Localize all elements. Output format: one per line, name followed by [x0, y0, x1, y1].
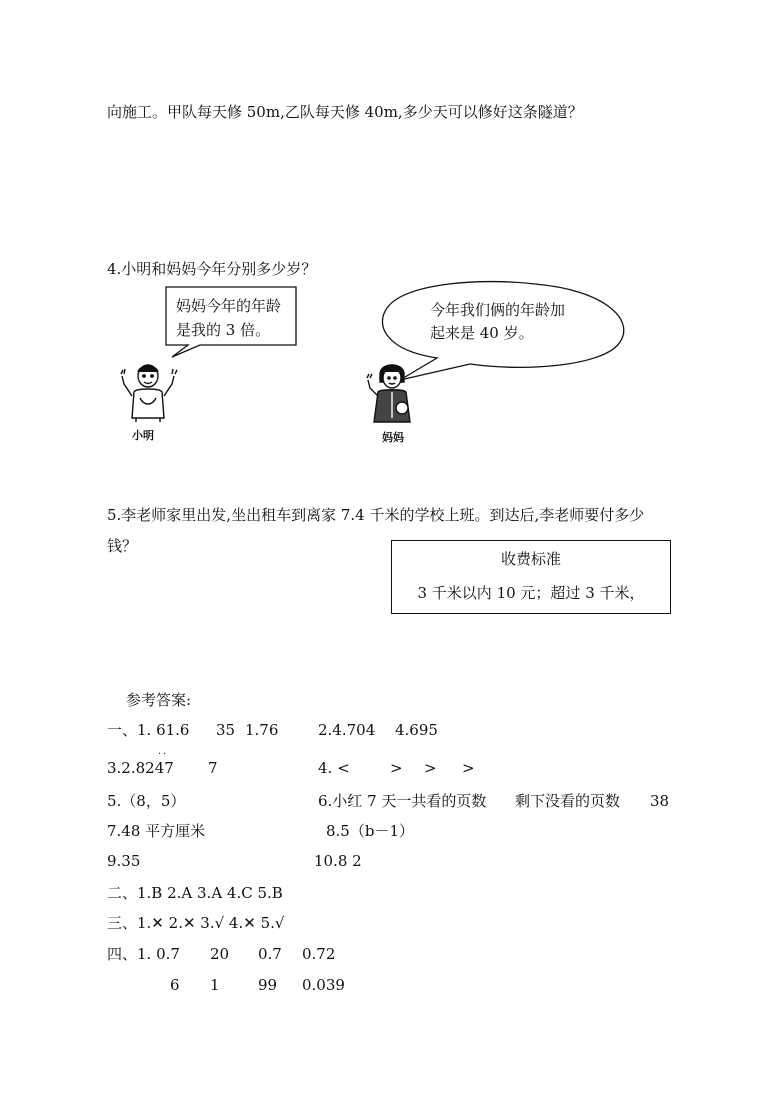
ans-3-3: 剩下没看的页数 [515, 792, 621, 810]
ans-5-2: 10.8 2 [314, 852, 362, 870]
ans-8-4: 0.72 [302, 945, 336, 963]
q3-text: 向施工。甲队每天修 50m,乙队每天修 40m,多少天可以修好这条隧道？ [107, 103, 583, 121]
ans-3-4: 38 [650, 792, 670, 810]
ans-2-2: 7 [208, 759, 218, 777]
bubble-left-line2: 是我的 3 倍。 [176, 321, 271, 339]
fee-title: 收费标准 [500, 550, 561, 568]
boy-illustration [118, 362, 178, 424]
ans-row-7: 三、1.✕ 2.✕ 3.√ 4.✕ 5.√ [107, 914, 285, 932]
ans-4-1: 7.48 平方厘米 [107, 822, 206, 840]
mom-illustration [362, 362, 422, 426]
ans-2-4: > [390, 759, 403, 777]
ans-5-1: 9.35 [107, 852, 141, 870]
ans-8-1: 四、1. 0.7 [107, 945, 180, 963]
answers-heading: 参考答案: [126, 691, 192, 709]
ans-3-2: 6.小红 7 天一共看的页数 [318, 792, 487, 810]
ans-9-4: 0.039 [302, 976, 345, 994]
ans-8-3: 0.7 [258, 945, 282, 963]
repeating-decimal-dots: ·· [158, 749, 169, 760]
q5-line1: 5.李老师家里出发,坐出租车到离家 7.4 千米的学校上班。到达后,李老师要付多少 [107, 506, 645, 524]
bubble-right-line2: 起来是 40 岁。 [430, 324, 534, 342]
bubble-left-line1: 妈妈今年的年龄 [176, 297, 282, 315]
q4-title: 4.小明和妈妈今年分别多少岁？ [107, 260, 317, 278]
ans-4-2: 8.5（b－1） [326, 822, 415, 840]
label-boy: 小明 [132, 429, 154, 442]
ans-9-1: 6 [170, 976, 180, 994]
ans-9-2: 1 [210, 976, 220, 994]
fee-text: 3 千米以内 10 元；超过 3 千米， [417, 584, 645, 602]
ans-1-1: 一、1. 61.6 [107, 721, 190, 739]
q5-line2: 钱？ [107, 537, 138, 555]
ans-1-5: 4.695 [395, 721, 438, 739]
ans-2-3: 4. < [318, 759, 350, 777]
ans-row-6: 二、1.B 2.A 3.A 4.C 5.B [107, 884, 283, 902]
ans-9-3: 99 [258, 976, 278, 994]
ans-2-1: 3.2.8247 [107, 759, 174, 777]
ans-2-5: > [424, 759, 437, 777]
ans-8-2: 20 [210, 945, 230, 963]
ans-1-3: 1.76 [245, 721, 279, 739]
bubble-right-line1: 今年我们俩的年龄加 [430, 301, 566, 319]
ans-1-2: 35 [216, 721, 236, 739]
fee-standard-box [391, 540, 671, 614]
ans-2-6: > [462, 759, 475, 777]
ans-1-4: 2.4.704 [318, 721, 376, 739]
label-mom: 妈妈 [382, 431, 404, 444]
ans-3-1: 5.（8，5） [107, 792, 186, 810]
